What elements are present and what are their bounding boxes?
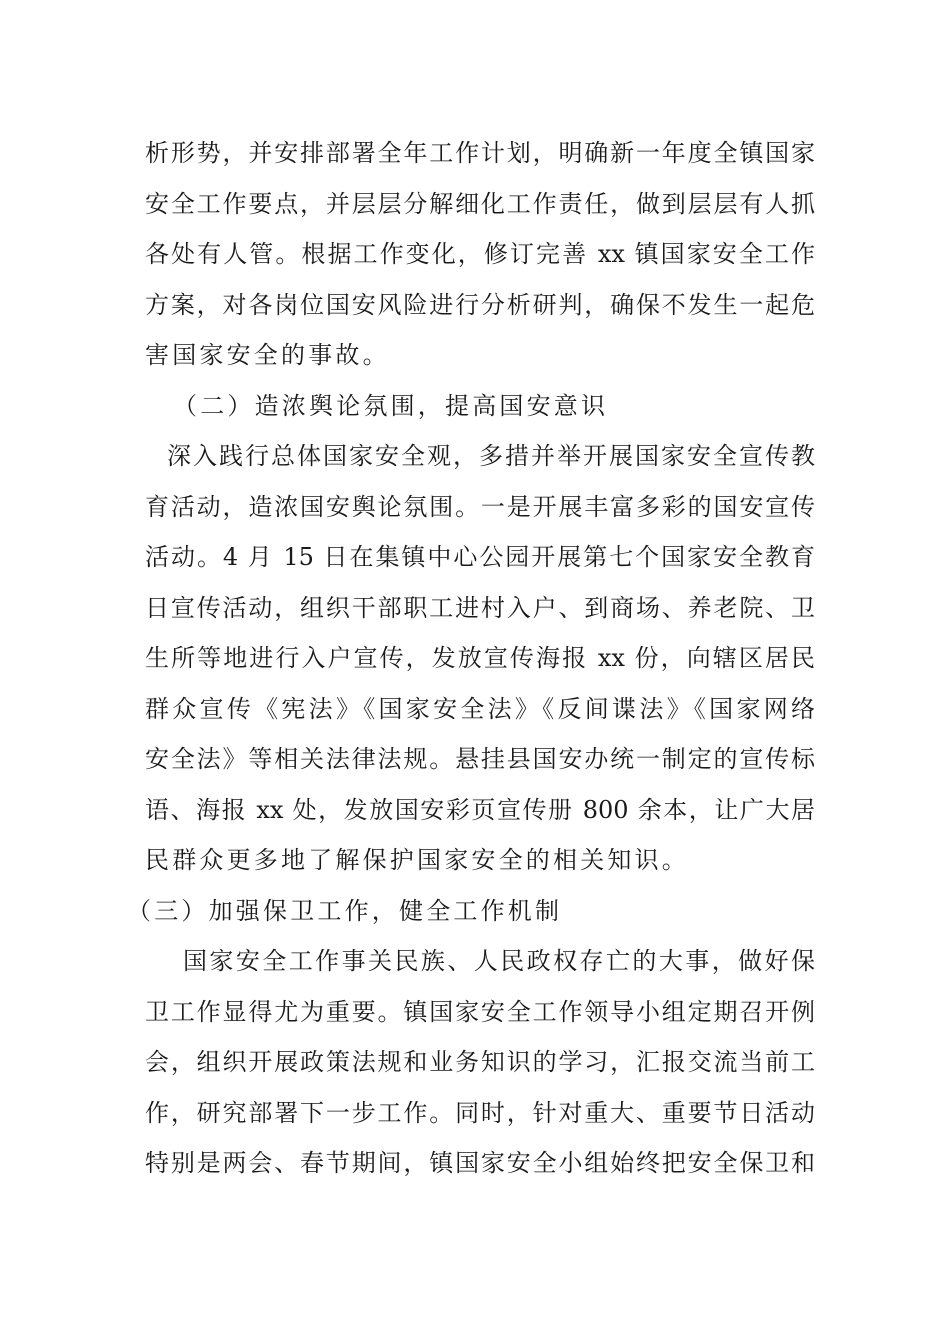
body-line: 生所等地进行入户宣传，发放宣传海报 xx 份，向辖区居民 [145, 644, 815, 672]
section-heading-2: （二）造浓舆论氛围，提高国安意识 [173, 391, 609, 420]
body-line: 析形势，并安排部署全年工作计划，明确新一年度全镇国家 [145, 139, 815, 167]
body-line: 安全法》等相关法律法规。悬挂县国安办统一制定的宣传标 [145, 745, 815, 773]
body-line: 深入践行总体国家安全观，多措并举开展国家安全宣传教 [167, 442, 815, 470]
body-line: 卫工作显得尤为重要。镇国家安全工作领导小组定期召开例 [145, 997, 815, 1026]
body-line: 育活动，造浓国安舆论氛围。一是开展丰富多彩的国安宣传 [145, 492, 815, 521]
body-line: 国家安全工作事关民族、人民政权存亡的大事，做好保 [183, 947, 815, 975]
body-line: 安全工作要点，并层层分解细化工作责任，做到层层有人抓 [145, 189, 815, 218]
body-line: 各处有人管。根据工作变化，修订完善 xx 镇国家安全工作 [145, 240, 815, 268]
body-line: 会，组织开展政策法规和业务知识的学习，汇报交流当前工 [145, 1048, 815, 1076]
body-line: 作，研究部署下一步工作。同时，针对重大、重要节日活动 [145, 1098, 815, 1127]
body-line: 害国家安全的事故。 [145, 341, 390, 369]
body-line: 方案，对各岗位国安风险进行分析研判，确保不发生一起危 [145, 290, 815, 319]
body-line: 活动。4 月 15 日在集镇中心公园开展第七个国家安全教育 [145, 543, 815, 571]
body-line: 特别是两会、春节期间，镇国家安全小组始终把安全保卫和 [145, 1149, 815, 1177]
body-line: 群众宣传《宪法》《国家安全法》《反间谍法》《国家网络 [145, 694, 815, 723]
section-heading-3: （三）加强保卫工作，健全工作机制 [127, 896, 563, 925]
body-line: 语、海报 xx 处，发放国安彩页宣传册 800 余本，让广大居 [145, 795, 815, 824]
body-line: 日宣传活动，组织干部职工进村入户、到商场、养老院、卫 [145, 593, 815, 622]
document-body [127, 128, 815, 1189]
body-line: 民群众更多地了解保护国家安全的相关知识。 [145, 846, 689, 874]
